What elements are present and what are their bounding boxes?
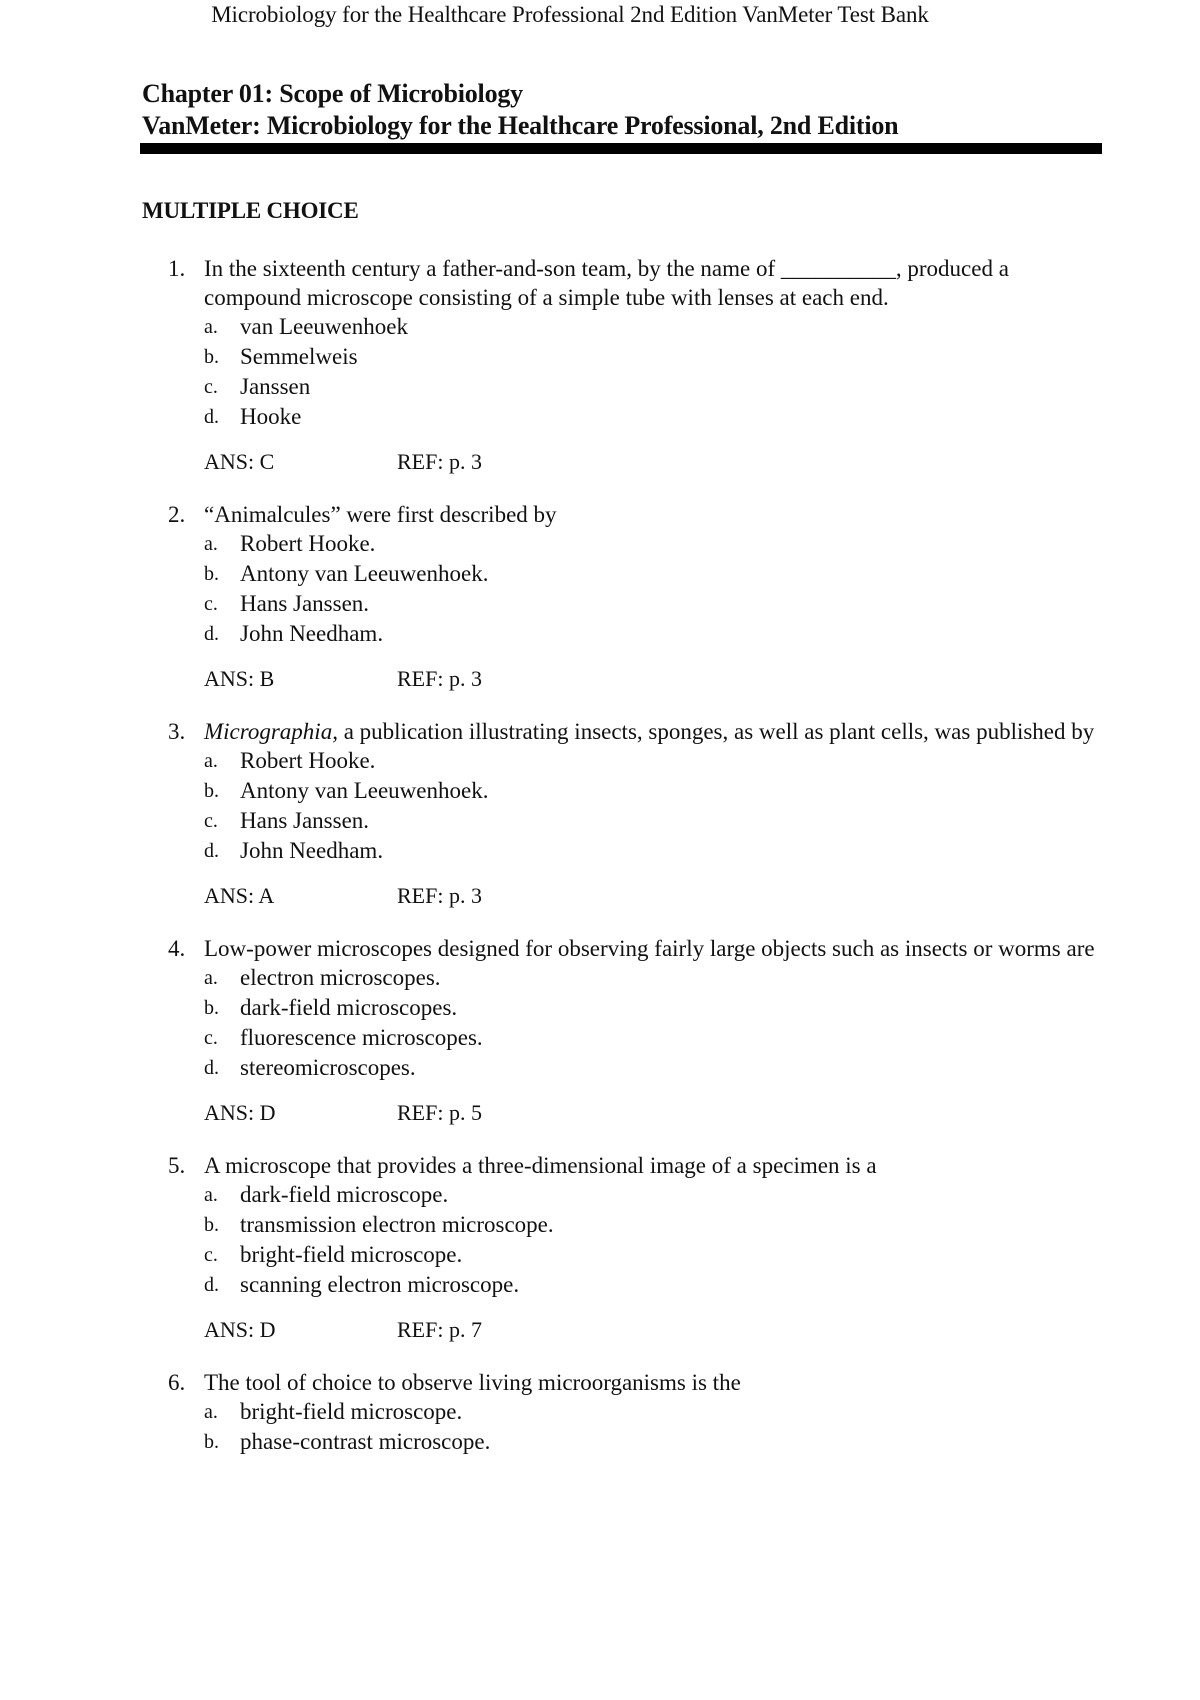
question-stem [168, 1151, 1098, 1180]
question-number: 4. [168, 936, 186, 961]
option-text: dark-field microscope. [240, 1182, 449, 1207]
option-item [204, 1053, 1098, 1083]
question-stem [168, 254, 1098, 312]
question-stem [168, 717, 1098, 746]
option-text: Robert Hooke. [240, 748, 376, 773]
option-letter: a. [204, 316, 218, 338]
answer-key: ANS: C [204, 449, 275, 474]
option-item [204, 746, 1098, 776]
option-list [168, 529, 1098, 649]
option-item [204, 1023, 1098, 1053]
option-letter: a. [204, 533, 218, 555]
option-item [204, 1180, 1098, 1210]
option-list [168, 1180, 1098, 1300]
answer-row [204, 1099, 1098, 1127]
option-letter: b. [204, 1431, 219, 1453]
running-header: Microbiology for the Healthcare Professional 2nd Edition VanMeter Test Bank [211, 2, 929, 27]
book-title: VanMeter: Microbiology for the Healthcare Professional, 2nd Edition [142, 111, 899, 140]
option-item [204, 1270, 1098, 1300]
option-text: phase-contrast microscope. [240, 1429, 491, 1454]
option-letter: d. [204, 406, 219, 428]
question-stem [168, 934, 1098, 963]
question-number: 5. [168, 1153, 186, 1178]
option-item [204, 836, 1098, 866]
option-item [204, 776, 1098, 806]
option-letter: b. [204, 997, 219, 1019]
option-item [204, 619, 1098, 649]
option-text: John Needham. [240, 621, 384, 646]
option-text: scanning electron microscope. [240, 1272, 520, 1297]
option-item [204, 589, 1098, 619]
option-letter: b. [204, 1214, 219, 1236]
page-reference: REF: p. 7 [397, 1317, 482, 1342]
option-letter: b. [204, 563, 219, 585]
answer-row [204, 882, 1098, 910]
option-list [168, 963, 1098, 1083]
question-4 [168, 934, 1098, 1127]
option-item [204, 993, 1098, 1023]
answer-key: ANS: D [204, 1317, 276, 1342]
question-text: In the sixteenth century a father-and-son team, by the name of __________, produced a compound microscope consisting of a simple tube with lenses at each end. [204, 256, 1009, 310]
option-list [168, 1397, 1098, 1457]
question-text: “Animalcules” were first described by [204, 502, 557, 527]
question-3 [168, 717, 1098, 910]
option-letter: c. [204, 1244, 218, 1266]
option-list [168, 312, 1098, 432]
answer-key: ANS: D [204, 1100, 276, 1125]
option-text: van Leeuwenhoek [240, 314, 408, 339]
page-reference: REF: p. 3 [397, 666, 482, 691]
heading-rule [140, 143, 1102, 154]
option-item [204, 806, 1098, 836]
question-stem [168, 1368, 1098, 1397]
option-text: fluorescence microscopes. [240, 1025, 483, 1050]
option-item [204, 1397, 1098, 1427]
option-letter: a. [204, 750, 218, 772]
option-letter: d. [204, 1274, 219, 1296]
option-item [204, 1240, 1098, 1270]
option-text: bright-field microscope. [240, 1399, 463, 1424]
question-number: 2. [168, 502, 186, 527]
answer-row [204, 1316, 1098, 1344]
option-text: transmission electron microscope. [240, 1212, 554, 1237]
question-text: Low-power microscopes designed for observing fairly large objects such as insects or worms are [204, 936, 1095, 961]
question-number: 3. [168, 719, 186, 744]
option-item [204, 559, 1098, 589]
question-stem [168, 500, 1098, 529]
question-1 [168, 254, 1098, 476]
option-item [204, 1427, 1098, 1457]
answer-key: ANS: B [204, 666, 275, 691]
chapter-title: Chapter 01: Scope of Microbiology [142, 79, 523, 108]
section-heading: MULTIPLE CHOICE [142, 198, 359, 223]
option-text: Antony van Leeuwenhoek. [240, 561, 489, 586]
question-6 [168, 1368, 1098, 1457]
option-text: Antony van Leeuwenhoek. [240, 778, 489, 803]
option-text: Robert Hooke. [240, 531, 376, 556]
option-item [204, 312, 1098, 342]
question-5 [168, 1151, 1098, 1344]
option-item [204, 342, 1098, 372]
chapter-heading-block [142, 78, 1102, 142]
option-text: Hooke [240, 404, 302, 429]
question-text: A microscope that provides a three-dimensional image of a specimen is a [204, 1153, 877, 1178]
question-number: 1. [168, 256, 186, 281]
option-text: John Needham. [240, 838, 384, 863]
answer-row [204, 448, 1098, 476]
option-text: dark-field microscopes. [240, 995, 458, 1020]
option-letter: a. [204, 967, 218, 989]
question-text-rest: a publication illustrating insects, sponges, as well as plant cells, was published by [337, 719, 1095, 744]
option-text: electron microscopes. [240, 965, 441, 990]
option-list [168, 746, 1098, 866]
publication-title: Micrographia, [204, 719, 338, 744]
option-letter: c. [204, 376, 218, 398]
option-text: Semmelweis [240, 344, 358, 369]
page-reference: REF: p. 5 [397, 1100, 482, 1125]
option-item [204, 529, 1098, 559]
option-text: Janssen [240, 374, 311, 399]
option-letter: b. [204, 780, 219, 802]
question-text [204, 717, 1098, 746]
question-number: 6. [168, 1370, 186, 1395]
option-letter: b. [204, 346, 219, 368]
option-text: stereomicroscopes. [240, 1055, 416, 1080]
option-item [204, 372, 1098, 402]
option-letter: a. [204, 1401, 218, 1423]
option-letter: c. [204, 593, 218, 615]
option-text: Hans Janssen. [240, 591, 370, 616]
page-reference: REF: p. 3 [397, 449, 482, 474]
option-text: Hans Janssen. [240, 808, 370, 833]
option-letter: c. [204, 810, 218, 832]
question-2 [168, 500, 1098, 693]
page-reference: REF: p. 3 [397, 883, 482, 908]
answer-row [204, 665, 1098, 693]
question-text: The tool of choice to observe living microorganisms is the [204, 1370, 741, 1395]
option-item [204, 1210, 1098, 1240]
option-text: bright-field microscope. [240, 1242, 463, 1267]
answer-key: ANS: A [204, 883, 275, 908]
option-letter: d. [204, 1057, 219, 1079]
option-letter: d. [204, 840, 219, 862]
option-item [204, 963, 1098, 993]
option-letter: d. [204, 623, 219, 645]
option-letter: c. [204, 1027, 218, 1049]
option-letter: a. [204, 1184, 218, 1206]
option-item [204, 402, 1098, 432]
question-list [168, 254, 1098, 1481]
